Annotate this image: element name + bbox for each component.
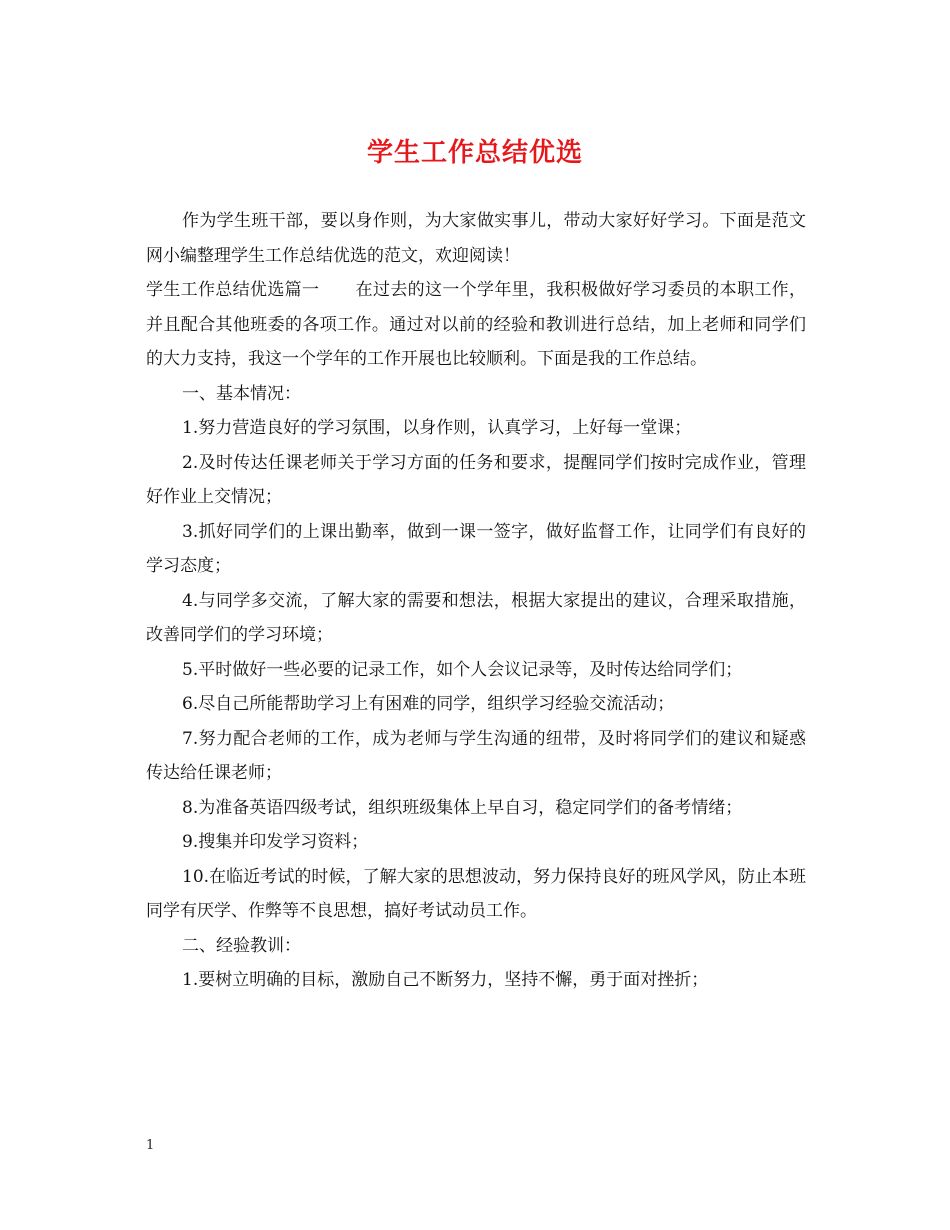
part-intro-paragraph: [146, 273, 806, 377]
list-item: 7.努力配合老师的工作，成为老师与学生沟通的纽带，及时将同学们的建议和疑惑传达给任课老师；: [146, 728, 806, 783]
part-label: 学生工作总结优选篇一: [146, 280, 320, 300]
intro-paragraph: 作为学生班干部，要以身作则，为大家做实事儿，带动大家好好学习。下面是范文网小编整理学生工作总结优选的范文，欢迎阅读！: [146, 211, 806, 266]
section-heading-lessons: 二、经验教训：: [182, 935, 301, 956]
list-item: 4.与同学多交流，了解大家的需要和想法，根据大家提出的建议，合理采取措施，改善同学们的学习环境；: [146, 590, 806, 645]
page-number: 1: [146, 1138, 155, 1153]
part-intro-text: 在过去的这一个学年里，我积极做好学习委员的本职工作，并且配合其他班委的各项工作。通过对以前的经验和教训进行总结，加上老师和同学们的大力支持，我这一个学年的工作开展也比较顺利。下面是我的工作总结。: [146, 280, 807, 369]
list-item: 10.在临近考试的时候，了解大家的思想波动，努力保持良好的班风学风，防止本班同学有厌学、作弊等不良思想，搞好考试动员工作。: [146, 866, 806, 921]
document-title: 学生工作总结优选: [366, 138, 583, 168]
list-item: 3.抓好同学们的上课出勤率，做到一课一签字，做好监督工作，让同学们有良好的学习态度；: [146, 521, 806, 576]
list-item: 6.尽自己所能帮助学习上有困难的同学，组织学习经验交流活动；: [182, 694, 675, 714]
document-body: [146, 204, 806, 998]
list-item: 2.及时传达任课老师关于学习方面的任务和要求，提醒同学们按时完成作业，管理好作业上交情况；: [146, 452, 806, 507]
list-item: 9.搜集并印发学习资料；: [182, 832, 369, 852]
list-item: 5.平时做好一些必要的记录工作，如个人会议记录等，及时传达给同学们；: [182, 659, 743, 680]
list-item: 1.要树立明确的目标，激励自己不断努力，坚持不懈，勇于面对挫折；: [182, 970, 709, 990]
list-item: 1.努力营造良好的学习氛围，以身作则，认真学习，上好每一堂课；: [182, 418, 692, 438]
section-heading-basic: 一、基本情况：: [182, 383, 301, 404]
list-item: 8.为准备英语四级考试，组织班级集体上早自习，稳定同学们的备考情绪；: [182, 797, 743, 818]
